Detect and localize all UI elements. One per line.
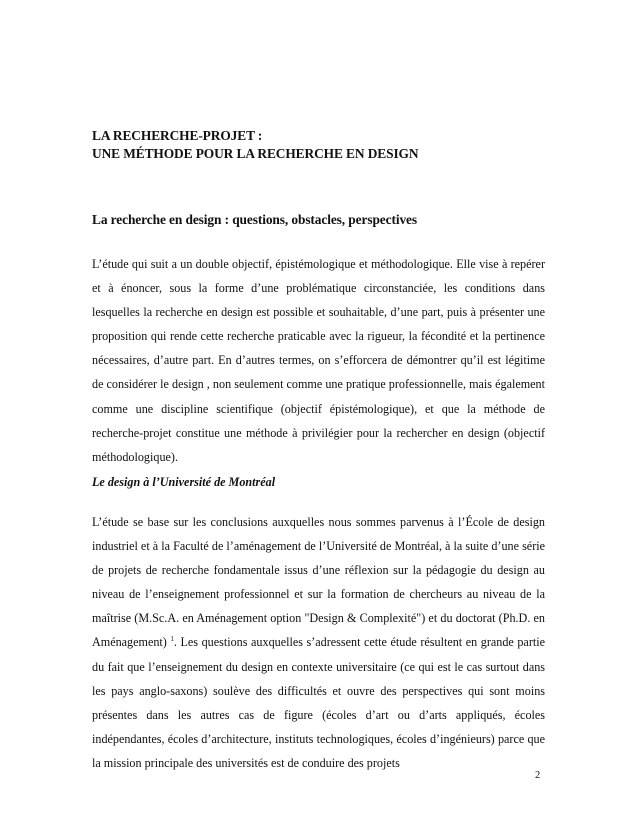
paragraph-montreal xyxy=(92,510,545,775)
subheading-montreal: Le design à l’Université de Montréal xyxy=(92,475,276,489)
title-line-2: UNE MÉTHODE POUR LA RECHERCHE EN DESIGN xyxy=(92,145,419,161)
title-line-1: LA RECHERCHE-PROJET : xyxy=(92,128,263,143)
paragraph-objectives: L’étude qui suit a un double objectif, épistémologique et méthodologique. Elle vise à repérer et à énoncer, sous la forme d’une problématique circonstanciée, les conditions dans lesquelles la recherche en design est possible et souhaitable, d’une part, puis à présenter une proposition qui rende cette recherche praticable avec la rigueur, la fécondité et la pertinence nécessaires, d’autre part. En d’autres termes, on s’efforcera de démontrer qu’il est légitime de considérer le design , non seulement comme une pratique professionnelle, mais également comme une discipline scientifique (objectif épistémologique), et que la méthode de recherche-projet constitue une méthode à privilégier pour la rechercher en design (objectif méthodologique). xyxy=(92,257,545,464)
paragraph-montreal-part-2: . Les questions auxquelles s’adressent cette étude résultent en grande partie du fait que l’enseignement du design en contexte universitaire (ce qui est le cas surtout dans les pays anglo-saxons) soulève des difficultés et ouvre des perspectives qui sont moins présentes dans les autres cas de figure (écoles d’art ou d’arts appliqués, écoles indépendantes, écoles d’architecture, instituts technologiques, écoles d’ingénieurs) parce que la mission principale des universités est de conduire des projets xyxy=(92,635,545,770)
paragraph-montreal-part-1: L’étude se base sur les conclusions auxquelles nous sommes parvenus à l’École de design industriel et à la Faculté de l’aménagement de l’Université de Montréal, à la suite d’une série de projets de recherche fondamentale issus d’une réflexion sur la pédagogie du design au niveau de l’enseignement professionnel et sur la formation de chercheurs au niveau de la maîtrise (M.Sc.A. en Aménagement option "Design & Complexité") et du doctorat (Ph.D. en Aménagement) xyxy=(92,515,545,650)
section-heading: La recherche en design : questions, obstacles, perspectives xyxy=(92,212,418,227)
footnote-reference[interactable]: 1 xyxy=(170,635,174,644)
document-title xyxy=(92,127,552,162)
page-number: 2 xyxy=(535,770,541,781)
